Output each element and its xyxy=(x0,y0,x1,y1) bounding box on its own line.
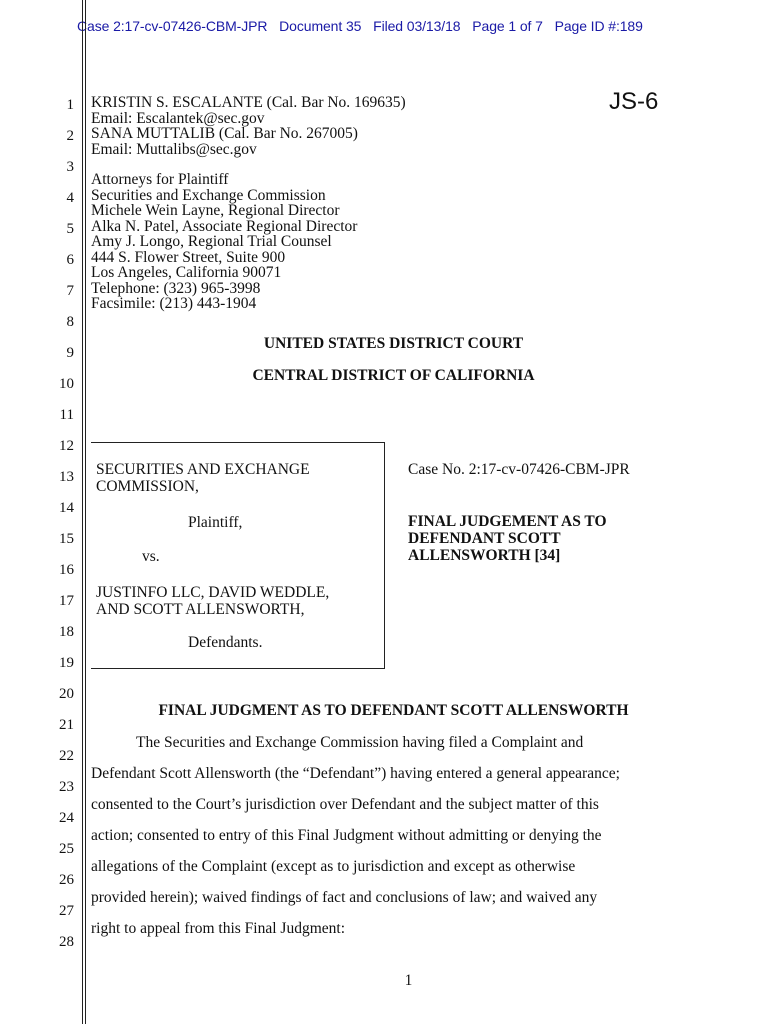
plaintiff-party xyxy=(96,461,310,495)
attorney-line: KRISTIN S. ESCALANTE (Cal. Bar No. 169635) xyxy=(91,94,406,111)
attorney-block xyxy=(91,95,561,312)
document-title xyxy=(408,513,607,564)
line-number: 13 xyxy=(59,469,74,485)
plaintiff-label: Plaintiff, xyxy=(188,514,243,531)
document-title-line: FINAL JUDGEMENT AS TO xyxy=(408,513,607,530)
attorney-line: Alka N. Patel, Associate Regional Director xyxy=(91,217,358,235)
versus-label: vs. xyxy=(142,548,160,565)
line-number: 4 xyxy=(66,190,74,206)
attorney-facsimile: Facsimile: (213) 443-1904 xyxy=(91,295,257,312)
court-district: CENTRAL DISTRICT OF CALIFORNIA xyxy=(252,367,535,384)
body-line: action; consented to entry of this Final Judgment without admitting or denying the xyxy=(91,827,602,844)
body-line: provided herein); waived findings of fact and conclusions of law; and waived any xyxy=(91,889,598,906)
line-number: 3 xyxy=(66,159,74,175)
line-number: 16 xyxy=(59,562,74,578)
line-number: 20 xyxy=(59,686,74,702)
defendant-party-line: AND SCOTT ALLENSWORTH, xyxy=(96,601,305,618)
page-number: 1 xyxy=(404,972,413,989)
line-number: 26 xyxy=(59,872,74,888)
case-number: Case No. 2:17-cv-07426-CBM-JPR xyxy=(408,461,630,478)
attorney-line: Amy J. Longo, Regional Trial Counsel xyxy=(91,233,332,250)
header-document-number: Document 35 xyxy=(279,18,362,34)
ecf-header xyxy=(77,18,717,34)
line-number: 23 xyxy=(59,779,74,795)
line-number: 2 xyxy=(66,128,74,144)
line-number: 1 xyxy=(66,97,74,113)
line-number: 24 xyxy=(59,810,74,826)
document-title-line: DEFENDANT SCOTT xyxy=(408,530,561,547)
plaintiff-party-line: SECURITIES AND EXCHANGE xyxy=(96,461,310,478)
attorney-line: Michele Wein Layne, Regional Director xyxy=(91,202,340,219)
line-number: 19 xyxy=(59,655,74,671)
line-number: 25 xyxy=(59,841,74,857)
line-number: 9 xyxy=(66,345,74,361)
document-title-line: ALLENSWORTH [34] xyxy=(408,547,561,564)
line-number: 12 xyxy=(59,438,74,454)
body-line: Defendant Scott Allensworth (the “Defendant”) having entered a general appearance; xyxy=(91,765,620,782)
attorney-line: Los Angeles, California 90071 xyxy=(91,264,282,281)
attorney-spacer xyxy=(91,157,561,172)
line-number: 22 xyxy=(59,748,74,764)
attorney-email: Email: Muttalibs@sec.gov xyxy=(91,140,257,158)
line-number: 10 xyxy=(59,376,74,392)
attorney-email: Email: Escalantek@sec.gov xyxy=(91,109,265,127)
header-case-number: Case 2:17-cv-07426-CBM-JPR xyxy=(77,18,268,34)
plaintiff-party-line: COMMISSION, xyxy=(96,478,199,495)
line-number: 7 xyxy=(66,283,74,299)
attorney-line: Attorneys for Plaintiff xyxy=(91,171,229,188)
attorney-line: Securities and Exchange Commission xyxy=(91,186,326,204)
defendant-party-line: JUSTINFO LLC, DAVID WEDDLE, xyxy=(96,584,330,601)
line-number: 18 xyxy=(59,624,74,640)
line-number: 21 xyxy=(59,717,74,733)
js6-stamp: JS-6 xyxy=(609,88,659,115)
attorney-line: SANA MUTTALIB (Cal. Bar No. 267005) xyxy=(91,125,358,142)
judgment-heading: FINAL JUDGMENT AS TO DEFENDANT SCOTT ALLENSWORTH xyxy=(158,702,629,719)
header-page-id: Page ID #:189 xyxy=(554,18,643,34)
line-number: 28 xyxy=(59,934,74,950)
line-number: 8 xyxy=(66,314,74,330)
line-number: 5 xyxy=(66,221,74,237)
margin-rule-left xyxy=(82,0,83,1024)
line-number: 6 xyxy=(66,252,74,268)
body-line: consented to the Court’s jurisdiction over Defendant and the subject matter of this xyxy=(91,796,599,813)
header-page-count: Page 1 of 7 xyxy=(472,18,543,34)
body-line: allegations of the Complaint (except as to jurisdiction and except as otherwise xyxy=(91,858,576,875)
court-name: UNITED STATES DISTRICT COURT xyxy=(263,335,524,352)
line-number: 27 xyxy=(59,903,74,919)
header-filed-date: Filed 03/13/18 xyxy=(373,18,461,34)
line-number: 17 xyxy=(59,593,74,609)
body-line: The Securities and Exchange Commission having filed a Complaint and xyxy=(136,734,584,751)
line-number: 15 xyxy=(59,531,74,547)
line-number: 11 xyxy=(59,407,74,423)
margin-rule-right xyxy=(85,0,86,1024)
body-line: right to appeal from this Final Judgment: xyxy=(91,920,345,937)
defendants-label: Defendants. xyxy=(188,634,263,651)
line-number: 14 xyxy=(59,500,74,516)
attorney-line: 444 S. Flower Street, Suite 900 xyxy=(91,248,286,266)
attorney-telephone: Telephone: (323) 965-3998 xyxy=(91,279,261,297)
defendant-party xyxy=(96,584,329,618)
